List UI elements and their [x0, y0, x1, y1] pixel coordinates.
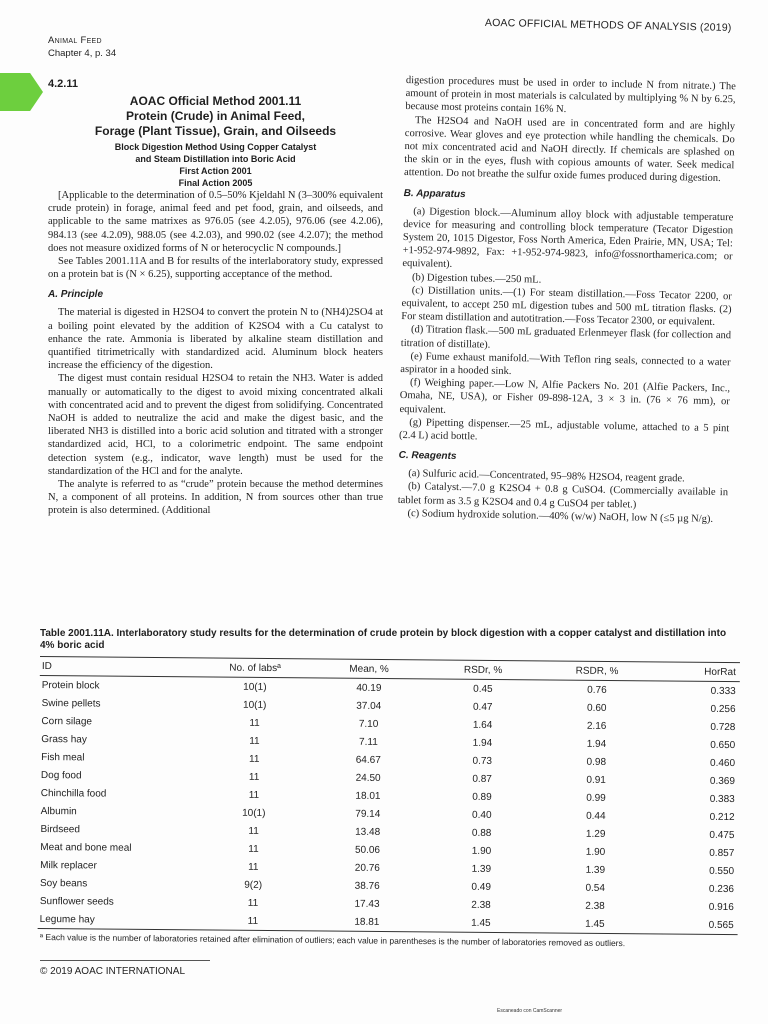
method-detail-1: Block Digestion Method Using Copper Catalyst [114, 142, 317, 152]
principle-paragraph-1: The material is digested in H2SO4 to convert the protein N to (NH4)2SO4 at a boiling point elevated by the addition of K2SO4 with a Cu catalyst to enhance the rate. Ammonia is liberated by alkaline steam distillation and quantified titrimetrically with standardized acid. Aluminum block heaters increase the efficiency of the digestion. [48, 307, 383, 372]
principle-continuation: digestion procedures must be used in order to include N from nitrate.) The amount of protein in most materials is calculated by multiplying % N by 6.25, because most proteins contain 16% N. [405, 74, 736, 116]
apparatus-item: (b) Digestion tubes.—250 mL. [411, 271, 542, 286]
cell-rsd-r: 1.64 [472, 719, 493, 731]
cell-rsd-r: 0.49 [471, 881, 491, 893]
cell-id: Chinchilla food [40, 787, 107, 800]
cell-id: Milk replacer [40, 859, 97, 872]
cell-labs: 11 [248, 843, 259, 855]
cell-horrat: 0.916 [708, 901, 734, 913]
first-action: First Action 2001 [179, 166, 252, 176]
cell-rsd-R: 0.44 [586, 810, 606, 822]
cell-rsd-R: 0.54 [585, 882, 605, 894]
copyright: © 2019 AOAC INTERNATIONAL [40, 966, 186, 977]
cell-id: Swine pellets [41, 697, 101, 710]
cell-mean: 40.19 [356, 682, 382, 694]
header-mean: Mean, % [349, 663, 389, 675]
chapter-reference: Chapter 4, p. 34 [48, 48, 117, 59]
cell-id: Legume hay [39, 913, 95, 925]
cell-rsd-R: 2.38 [585, 900, 605, 912]
journal-name: Animal Feed [48, 35, 102, 46]
cell-mean: 38.76 [354, 880, 380, 892]
apparatus-item: (g) Pipetting dispenser.—25 mL, adjustable volume, attached to a 5 pint (2.4 L) acid bottle. [398, 417, 730, 443]
method-subtitle-1: Protein (Crude) in Animal Feed, [126, 109, 305, 123]
cell-horrat: 0.333 [710, 685, 736, 697]
cell-mean: 7.10 [358, 718, 379, 730]
apparatus-item: (f) Weighing paper.—Low N, Alfie Packers No. 201 (Alfie Packers, Inc., Omaha, NE, USA), or Fisher 09-898-12A, 3 × 3 in. (76 × 76 mm), or equivalent. [399, 377, 731, 416]
header-no-of-labs: No. of labsª [229, 662, 281, 674]
apparatus-item: (a) Digestion block.—Aluminum alloy block with adjustable temperature device for measuring and controlling block temperature (Tecator Digestion System 20, 1015 Digestor, Foss North America, Eden Prairie, MN, USA; Tel: +1-952-974-9892, Fax: +1-952-974-9823, info@fossnorthamerica.com; or equivalent). [402, 205, 734, 271]
cell-mean: 18.01 [355, 790, 381, 802]
cell-rsd-R: 0.76 [587, 684, 607, 696]
section-tab-marker [0, 73, 43, 111]
method-title-block [48, 94, 383, 189]
cell-rsd-R: 1.94 [586, 738, 607, 750]
left-column [48, 78, 383, 518]
table-caption: Table 2001.11A. Interlaboratory study results for the determination of crude protein by block digestion with a copper catalyst and distillation into 4% boric acid [40, 628, 727, 651]
cell-labs: 11 [249, 717, 260, 729]
cell-rsd-r: 2.38 [471, 899, 491, 911]
cell-rsd-R: 0.60 [586, 702, 607, 714]
cell-rsd-r: 1.45 [471, 917, 491, 929]
cell-labs: 9(2) [244, 879, 263, 891]
reagent-item: (c) Sodium hydroxide solution.—40% (w/w) NaOH, low N (≤5 µg N/g). [407, 508, 714, 525]
final-action: Final Action 2005 [178, 178, 253, 188]
cell-labs: 11 [249, 735, 260, 747]
cell-id: Sunflower seeds [39, 895, 114, 908]
cell-mean: 7.11 [359, 736, 378, 748]
cell-mean: 64.67 [355, 754, 381, 766]
footer-rule [40, 960, 210, 961]
cell-id: Soy beans [39, 877, 88, 889]
cell-labs: 10(1) [242, 807, 266, 819]
cell-mean: 17.43 [354, 898, 380, 910]
cell-rsd-R: 1.90 [585, 846, 606, 858]
cell-rsd-R: 0.98 [586, 756, 607, 768]
cell-rsd-r: 0.73 [472, 755, 493, 767]
cell-rsd-r: 0.87 [472, 773, 492, 785]
cell-labs: 10(1) [243, 681, 267, 693]
cell-labs: 11 [247, 897, 259, 909]
apparatus-item: (c) Distillation units.—(1) For steam distillation.—Foss Tecator 2200, or equivalent, to accept 250 mL digestion tubes and 500 mL titration flasks. (2) For steam distillation and autotitration.—Foss Tecator 2300, or equivalent. [401, 284, 732, 329]
cell-rsd-R: 1.45 [585, 918, 605, 930]
cell-labs: 11 [248, 825, 259, 837]
method-detail-2: and Steam Distillation into Boric Acid [135, 154, 296, 164]
scanner-watermark: Escaneado con CamScanner [497, 1008, 563, 1014]
cell-rsd-r: 1.94 [472, 737, 493, 749]
cell-horrat: 0.728 [710, 721, 736, 733]
cell-horrat: 0.256 [710, 703, 736, 715]
cell-id: Birdseed [40, 823, 81, 835]
safety-paragraph: The H2SO4 and NaOH used are in concentrated form and are highly corrosive. Wear gloves and eye protection while handling the chemicals. Do not mix concentrated acid and NaOH directly. If chemicals are splashed on the skin or in the eyes, flush with copious amounts of water. Seek medical attention. Do not breathe the sulfur oxide fumes produced during digestion. [403, 114, 736, 185]
cell-rsd-R: 0.91 [586, 774, 606, 786]
header-horrat: HorRat [704, 666, 736, 678]
cell-horrat: 0.650 [710, 739, 736, 751]
cell-rsd-r: 0.88 [471, 827, 492, 839]
principle-paragraph-2: The digest must contain residual H2SO4 to retain the NH3. Water is added manually or automatically to the digest to avoid mixing concentrated alkali with concentrated acid and to prevent the digest from solidifying. Concentrated NaOH is added to neutralize the acid and make the digest basic, and the liberated NH3 is distilled into a boric acid solution and titrated with a stronger standardized acid, HCl, to a colorimetric endpoint. The same endpoint detection system (e.g., indicator, wave length) must be used for the standardization of the HCl and for the analyte. [48, 373, 383, 477]
cell-labs: 11 [248, 789, 260, 801]
cell-mean: 13.48 [355, 826, 381, 838]
cell-horrat: 0.212 [709, 811, 735, 823]
cell-rsd-R: 0.99 [586, 792, 606, 804]
section-a-heading: A. Principle [48, 289, 104, 301]
cell-id: Fish meal [41, 751, 85, 763]
cell-labs: 11 [247, 915, 259, 927]
see-tables-paragraph: See Tables 2001.11A and B for results of the interlaboratory study, expressed on a protein bat is (N × 6.25), supporting acceptance of the method. [48, 256, 383, 281]
cell-mean: 18.81 [354, 916, 380, 928]
cell-labs: 10(1) [243, 699, 267, 711]
cell-id: Grass hay [41, 733, 87, 745]
cell-rsd-R: 2.16 [586, 720, 607, 732]
cell-rsd-r: 0.45 [473, 683, 493, 695]
method-title: AOAC Official Method 2001.11 [129, 94, 302, 108]
header-rsd-r: RSDr, % [463, 664, 503, 676]
right-column [397, 74, 736, 526]
table-footnote: ª Each value is the number of laboratories retained after elimination of outliers; each value in parentheses is the number of laboratories removed as outliers. [39, 932, 626, 949]
cell-mean: 79.14 [355, 808, 381, 820]
principle-paragraph-3: The analyte is referred to as “crude” protein because the method determines N, a component of all proteins. In addition, N from sources other than true protein is also determined. (Additional [48, 479, 383, 517]
cell-id: Albumin [40, 805, 77, 817]
cell-horrat: 0.565 [708, 919, 734, 931]
cell-horrat: 0.857 [709, 847, 735, 859]
cell-horrat: 0.550 [709, 865, 735, 877]
cell-horrat: 0.369 [709, 775, 735, 787]
running-header-left [48, 34, 116, 60]
section-c-heading: C. Reagents [398, 450, 457, 463]
header-rsd-R: RSDR, % [575, 665, 619, 677]
header-id: ID [41, 660, 52, 672]
cell-rsd-r: 0.89 [472, 791, 492, 803]
cell-id: Protein block [41, 679, 100, 692]
intro-paragraph: [Applicable to the determination of 0.5–50% Kjeldahl N (3–300% equivalent crude protein) in forage, animal feed and pet food, grain, and oilseeds, and applicable to the same matrixes as 976.05 (see 4.2.05), 976.06 (see 4.2.06), 984.13 (see 4.2.09), 988.05 (see 4.2.03), and 990.02 (see 4.2.07); the method does not measure oxidized forms of N or heterocyclic N compounds.] [48, 190, 383, 254]
cell-rsd-r: 1.90 [471, 845, 492, 857]
cell-rsd-r: 1.39 [471, 863, 492, 875]
cell-mean: 24.50 [355, 772, 381, 784]
cell-horrat: 0.383 [709, 793, 735, 805]
section-number: 4.2.11 [48, 78, 78, 90]
cell-labs: 11 [249, 753, 260, 765]
results-table [38, 656, 740, 935]
reagent-item: (a) Sulfuric acid.—Concentrated, 95–98% H2SO4, reagent grade. [408, 468, 685, 485]
cell-mean: 37.04 [356, 700, 382, 712]
cell-rsd-r: 0.40 [472, 809, 492, 821]
section-b-heading: B. Apparatus [403, 187, 466, 200]
table-body [38, 676, 740, 935]
cell-rsd-r: 0.47 [472, 701, 493, 713]
cell-mean: 50.06 [354, 844, 381, 856]
cell-horrat: 0.460 [710, 757, 736, 769]
cell-id: Dog food [40, 769, 82, 781]
apparatus-item: (e) Fume exhaust manifold.—With Teflon ring seals, connected to a water aspirator in a hooded sink. [400, 351, 731, 378]
cell-labs: 11 [248, 861, 259, 873]
cell-id: Corn silage [41, 715, 93, 727]
cell-id: Meat and bone meal [40, 841, 132, 854]
reagent-item: (b) Catalyst.—7.0 g K2SO4 + 0.8 g CuSO4. (Commercially available in tablet form as 3.5 g K2SO4 and 0.4 g CuSO4 per tablet.) [397, 481, 729, 511]
apparatus-item: (d) Titration flask.—500 mL graduated Erlenmeyer flask (for collection and titration of distillate). [400, 324, 732, 351]
cell-mean: 20.76 [354, 862, 380, 874]
method-subtitle-2: Forage (Plant Tissue), Grain, and Oilseeds [94, 124, 337, 138]
cell-rsd-R: 1.29 [585, 828, 606, 840]
cell-rsd-R: 1.39 [585, 864, 606, 876]
cell-horrat: 0.236 [708, 883, 735, 895]
running-header-right: AOAC OFFICIAL METHODS OF ANALYSIS (2019) [485, 16, 732, 34]
cell-labs: 11 [248, 771, 260, 783]
cell-horrat: 0.475 [709, 829, 735, 841]
